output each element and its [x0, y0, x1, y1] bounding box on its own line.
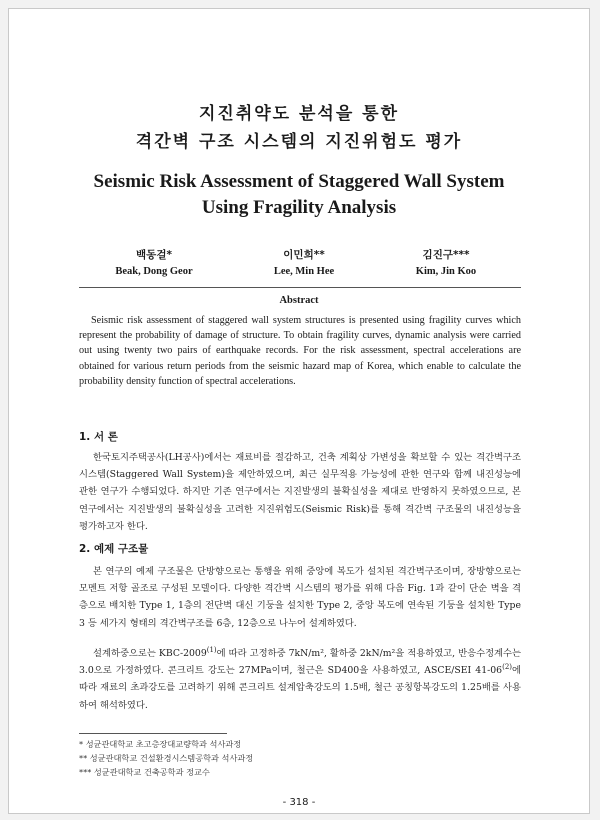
abstract-heading: Abstract: [279, 295, 319, 306]
abstract-body: Seismic risk assessment of staggered wall system structures is presented using fragility curves which represent the probability of damage of structure. To obtain fragility curves, dynamic analysis were carried out using twenty two pairs of earthquake records. For the risk assessment, spectral accelerations are obtained for various return periods from the seismic hazard map of Korea, which enable to calculate the probability density function of spectral accelerations.: [79, 315, 521, 387]
paragraph: [79, 645, 521, 714]
footnote: * 성균관대학교 초고층장대교량학과 석사과정: [79, 739, 242, 749]
paragraph: 한국토지주택공사(LH공사)에서는 재료비를 절감하고, 건축 계획상 가변성을 확보할 수 있는 격간벽구조시스템(Staggered Wall System)을 제안하였으며, 최근 실무적용 가능성에 관한 연구와 함께 내진성능에 관한 연구가 수행되었다. 하지만 기존 연구에서는 지진발생의 불확실성을 제대로 반영하지 못하였으므로, 본 연구에서는 지진발생의 불확실성을 고려한 지진위험도(Seismic Risk)를 통해 격간벽 구조물의 내진성능을 평가하고자 한다.: [79, 452, 521, 532]
title-english-line-1: Seismic Risk Assessment of Staggered Wall System: [93, 171, 505, 192]
paragraph-text: 설계하중으로는 KBC-2009: [93, 648, 207, 659]
author: [89, 247, 219, 277]
author-name-english: Kim, Jin Koo: [415, 266, 477, 277]
citation-ref: (2): [502, 663, 513, 672]
author: [381, 247, 511, 277]
footnote: ** 성균관대학교 건설환경시스템공학과 석사과정: [79, 753, 254, 763]
citation-ref: (1): [206, 645, 217, 654]
author: [239, 247, 369, 277]
author-list: [89, 247, 511, 287]
title-english-line-2: Using Fragility Analysis: [201, 197, 397, 218]
section-heading-example-structure: 2. 예제 구조물: [79, 543, 149, 555]
paragraph: 본 연구의 예제 구조물은 단방향으로는 통행을 위해 중앙에 복도가 설치된 격간벽구조이며, 장방향으로는 모멘트 저항 골조로 구성된 모델이다. 다양한 격간벽 시스템의 평가를 위해 다음 Fig. 1과 같이 단순 벽을 격층으로 배치한 Type 1, 1층의 전단벽 대신 기둥을 설치한 Type 2, 중앙 복도에 연속된 기둥을 설치한 Type 3 등 세가지 형태의 격간벽구조를 6층, 12층으로 나누어 설계하였다.: [79, 566, 521, 629]
footnote-divider: [79, 733, 227, 734]
title-korean-line-1: 지진취약도 분석을 통한: [198, 104, 400, 124]
author-name-korean: 이민희**: [283, 249, 325, 261]
author-name-english: Lee, Min Hee: [273, 266, 335, 277]
section-heading-introduction: 1. 서 론: [79, 431, 118, 443]
author-name-english: Beak, Dong Geor: [115, 266, 193, 277]
title-korean-line-2: 격간벽 구조 시스템의 지진위험도 평가: [135, 132, 463, 152]
author-name-korean: 백동걸*: [136, 249, 172, 261]
divider: [79, 287, 521, 288]
paper-page: [8, 8, 590, 814]
page-number: - 318 -: [282, 797, 316, 808]
paragraph-text: 에 따라 재료의 초과강도를 고려하기 위해 콘크리트 설계압축강도의 1.5배, 철근 공칭항복강도의 1.25배를 사용하여 해석하였다.: [79, 665, 521, 711]
author-name-korean: 김진구***: [422, 249, 470, 261]
paragraph-text: 에 따라 고정하중 7kN/m², 활하중 2kN/m²을 적용하였고, 반응수정계수는 3.0으로 가정하였다. 콘크리트 강도는 27MPa이며, 철근은 SD400을 사용하였고, ASCE/SEI 41-06: [79, 648, 521, 677]
footnote: *** 성균관대학교 건축공학과 정교수: [79, 767, 210, 777]
